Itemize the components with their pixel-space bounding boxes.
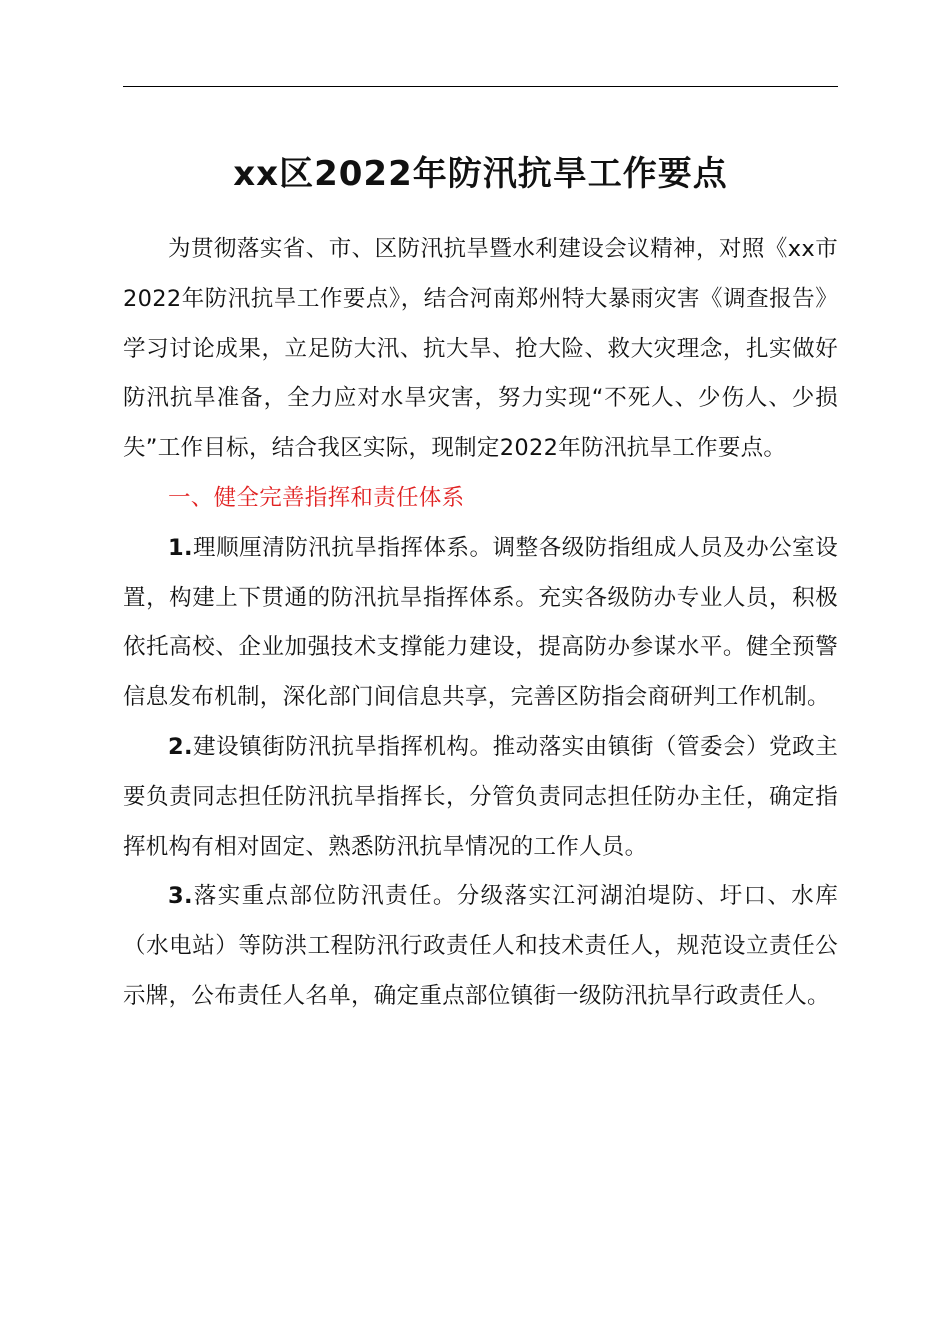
- section-heading: 一、健全完善指挥和责任体系: [168, 484, 465, 511]
- list-item: [123, 524, 838, 723]
- item-number: 2.: [168, 733, 193, 760]
- item-text: 落实重点部位防汛责任。分级落实江河湖泊堤防、圩口、水库（水电站）等防洪工程防汛行政责任人和技术责任人，规范设立责任公示牌，公布责任人名单，确定重点部位镇街一级防汛抗旱行政责任人。: [123, 883, 838, 1009]
- header-rule: [123, 86, 838, 87]
- item-text: 建设镇街防汛抗旱指挥机构。推动落实由镇街（管委会）党政主要负责同志担任防汛抗旱指挥长，分管负责同志担任防办主任，确定指挥机构有相对固定、熟悉防汛抗旱情况的工作人员。: [123, 733, 838, 860]
- document-title: xx区2022年防汛抗旱工作要点: [233, 154, 728, 194]
- list-item: [123, 872, 838, 1021]
- item-text: 理顺厘清防汛抗旱指挥体系。调整各级防指组成人员及办公室设置，构建上下贯通的防汛抗旱指挥体系。充实各级防办专业人员，积极依托高校、企业加强技术支撑能力建设，提高防办参谋水平。健全预警信息发布机制，深化部门间信息共享，完善区防指会商研判工作机制。: [123, 534, 838, 711]
- document-body: [123, 225, 838, 1022]
- list-item: [123, 723, 838, 872]
- intro-paragraph: 为贯彻落实省、市、区防汛抗旱暨水利建设会议精神，对照《xx市2022年防汛抗旱工作要点》，结合河南郑州特大暴雨灾害《调查报告》学习讨论成果，立足防大汛、抗大旱、抢大险、救大灾理念，扎实做好防汛抗旱准备，全力应对水旱灾害，努力实现“不死人、少伤人、少损失”工作目标，结合我区实际，现制定2022年防汛抗旱工作要点。: [123, 236, 838, 462]
- item-number: 1.: [168, 534, 193, 561]
- item-number: 3.: [168, 883, 193, 910]
